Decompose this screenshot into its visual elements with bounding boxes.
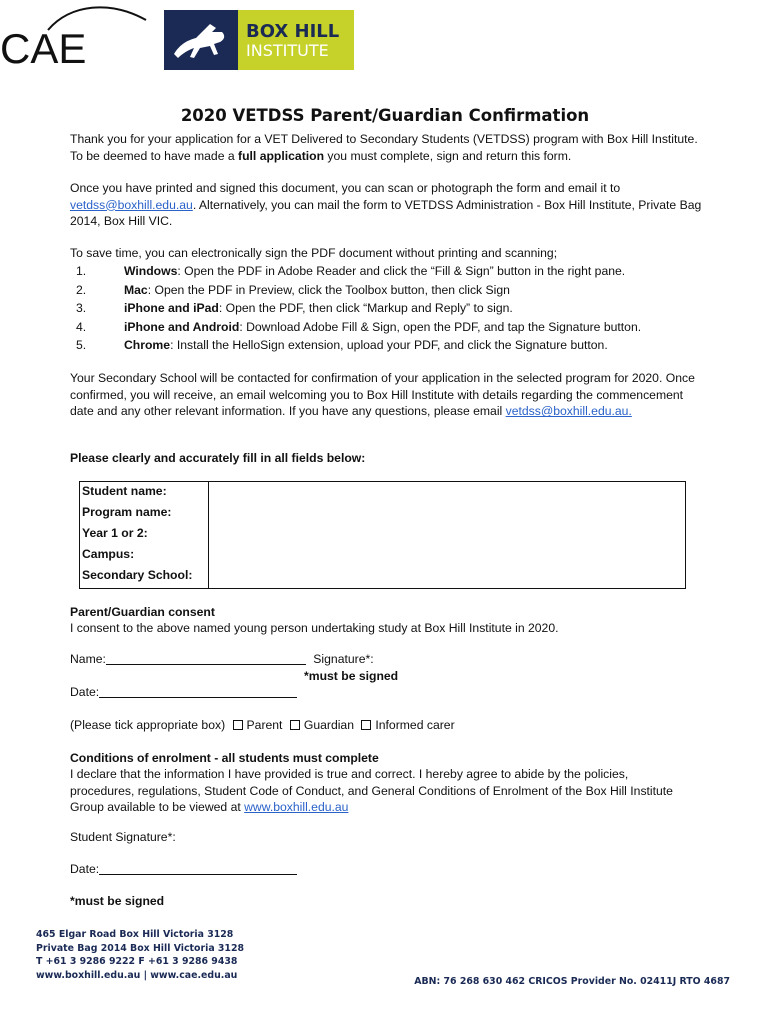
field-secondary-school[interactable]: Secondary School: — [82, 568, 193, 582]
student-must-sign-note: *must be signed — [70, 894, 165, 908]
instructions-paragraph: Once you have printed and signed this document, you can scan or photograph the form and email it to vetdss@boxhill.edu.au. Alternatively, you can mail the form to VETDSS Administration - Box Hill Institute, Private Bag 2014, Box Hill VIC. — [70, 181, 702, 229]
svg-text:CAE: CAE — [0, 25, 87, 70]
field-program-name[interactable]: Program name: — [82, 505, 172, 519]
parent-name-field[interactable] — [106, 652, 306, 665]
parent-signature-label: Signature*: — [313, 652, 374, 666]
contact-paragraph: Your Secondary School will be contacted for confirmation of your application in the selected program for 2020. Once confirmed, you will receive, an email welcoming you to Box Hill Institute with details regarding the commencement date and any other relevant information. If you have any questions, please email vetdss@boxhill.edu.au. — [70, 371, 695, 419]
parent-date-field[interactable] — [99, 685, 297, 698]
svg-text:BOX HILL: BOX HILL — [246, 21, 340, 42]
esign-intro: To save time, you can electronically sign the PDF document without printing and scanning; — [70, 246, 558, 260]
parent-checkbox[interactable] — [233, 720, 243, 730]
conditions-text: I declare that the information I have provided is true and correct. I hereby agree to abide by the policies, procedures, regulations, Student Code of Conduct, and General Conditions of Enrolment of the Box Hill Institute Group available to be viewed at www.boxhill.edu.au — [70, 767, 673, 815]
student-fields-table — [79, 481, 686, 589]
student-signature-label: Student Signature*: — [70, 830, 176, 844]
footer-address-line: 465 Elgar Road Box Hill Victoria 3128 — [36, 929, 234, 940]
step-chrome: 5. Chrome: Install the HelloSign extension, upload your PDF, and click the Signature button. — [76, 338, 608, 353]
footer-phone-line: T +61 3 9286 9222 F +61 3 9286 9438 — [36, 956, 238, 968]
parent-name-signature-line: Name: Signature*: — [70, 652, 374, 666]
relationship-tick-line: (Please tick appropriate box) Parent Guardian Informed carer — [70, 718, 455, 732]
step-iphone-android: 4. iPhone and Android: Download Adobe Fill & Sign, open the PDF, and tap the Signature button. — [76, 319, 642, 334]
boxhill-website-link[interactable]: www.boxhill.edu.au — [244, 800, 349, 815]
field-year[interactable]: Year 1 or 2: — [82, 526, 148, 540]
consent-text: I consent to the above named young person undertaking study at Box Hill Institute in 2020. — [70, 621, 559, 635]
footer-abn: ABN: 76 268 630 462 CRICOS Provider No. 02411J RTO 4687 — [414, 976, 730, 987]
guardian-checkbox[interactable] — [290, 720, 300, 730]
intro-paragraph: Thank you for your application for a VET Delivered to Secondary Students (VETDSS) program with Box Hill Institute. To be deemed to have made a full application you must complete, sign and return this form. — [70, 132, 698, 163]
footer-web-line: www.boxhill.edu.au | www.cae.edu.au — [36, 969, 238, 981]
conditions-heading: Conditions of enrolment - all students must complete — [70, 751, 379, 765]
esign-steps-list — [70, 262, 710, 355]
footer-address — [36, 928, 244, 982]
cae-logo — [0, 0, 160, 70]
step-mac: 2. Mac: Open the PDF in Preview, click the Toolbox button, then click Sign — [76, 282, 510, 297]
step-windows: 1. Windows: Open the PDF in Adobe Reader and click the “Fill & Sign” button in the right pane. — [76, 264, 626, 278]
page-title: 2020 VETDSS Parent/Guardian Confirmation — [180, 106, 590, 125]
parent-date-line: Date: — [70, 684, 710, 701]
student-date-field[interactable] — [99, 862, 297, 875]
field-student-name[interactable]: Student name: — [82, 484, 167, 498]
parent-must-sign-note: *must be signed — [304, 669, 399, 683]
consent-heading: Parent/Guardian consent — [70, 605, 215, 619]
informed-carer-checkbox[interactable] — [361, 720, 371, 730]
fields-heading: Please clearly and accurately fill in all fields below: — [70, 451, 366, 465]
contact-email-link[interactable]: vetdss@boxhill.edu.au. — [505, 404, 632, 419]
student-date-line: Date: — [70, 861, 710, 878]
email-link[interactable]: vetdss@boxhill.edu.au — [70, 197, 193, 212]
footer-address-line: Private Bag 2014 Box Hill Victoria 3128 — [36, 942, 245, 954]
field-campus[interactable]: Campus: — [82, 547, 135, 561]
box-hill-institute-logo — [164, 10, 354, 70]
svg-text:INSTITUTE: INSTITUTE — [246, 41, 330, 60]
step-iphone-ipad: 3. iPhone and iPad: Open the PDF, then click “Markup and Reply” to sign. — [76, 301, 513, 316]
